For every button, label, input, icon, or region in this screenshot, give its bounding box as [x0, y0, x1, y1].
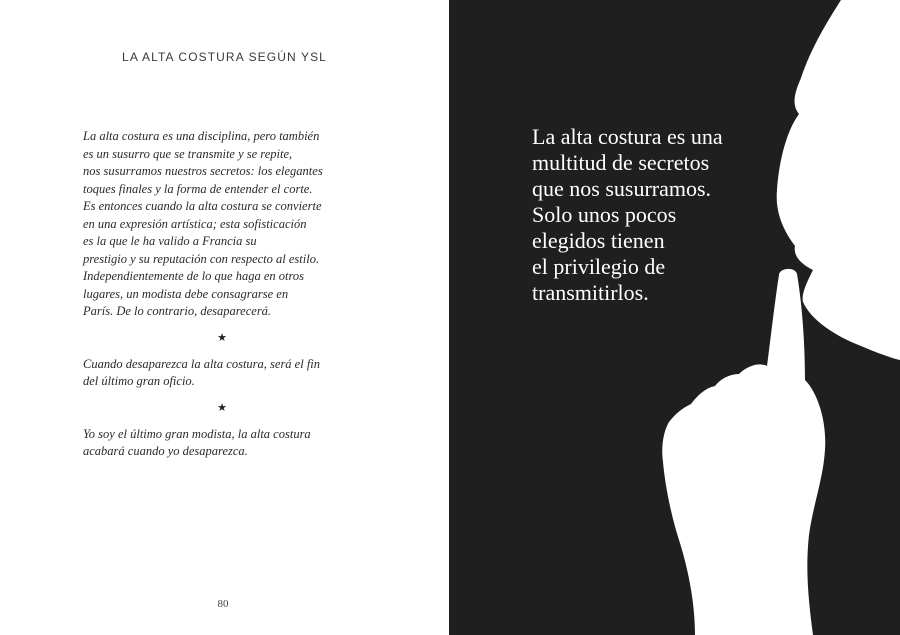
- text-line: Independientemente de lo que haga en otros: [83, 269, 305, 283]
- text-line: La alta costura es una disciplina, pero también: [83, 129, 320, 143]
- left-page: [0, 0, 449, 635]
- quote-line: que nos susurramos.: [532, 176, 712, 201]
- text-line: toques finales y la forma de entender el corte.: [83, 181, 313, 196]
- text-line: Yo soy el último gran modista, la alta costura: [83, 426, 311, 441]
- text-line: Es entonces cuando la alta costura se convierte: [83, 199, 322, 213]
- text-line: prestigio y su reputación con respecto al estilo.: [83, 251, 320, 266]
- running-head: LA ALTA COSTURA SEGÚN YSL: [122, 50, 327, 64]
- text-line: nos susurramos nuestros secretos: los elegantes: [83, 164, 323, 178]
- page-number: 80: [217, 598, 229, 610]
- quote-line: transmitirlos.: [532, 280, 649, 305]
- text-line: París. De lo contrario, desaparecerá.: [83, 304, 272, 318]
- text-line: acabará cuando yo desaparezca.: [83, 444, 248, 458]
- text-line: Cuando desaparezca la alta costura, será el fin: [83, 356, 321, 371]
- text-line: en una expresión artística; esta sofisticación: [83, 216, 307, 231]
- text-line: del último gran oficio.: [83, 374, 195, 388]
- silhouette-shush-icon: [449, 0, 900, 635]
- body-text: [83, 128, 373, 461]
- quote-line: La alta costura es una: [532, 124, 723, 149]
- quote-line: el privilegio de: [532, 254, 666, 279]
- star-separator-icon: ★: [217, 401, 227, 414]
- pull-quote: [532, 124, 792, 306]
- quote-line: elegidos tienen: [532, 228, 665, 253]
- text-line: es un susurro que se transmite y se repite,: [83, 146, 293, 161]
- text-line: es la que le ha valido a Francia su: [83, 234, 257, 248]
- quote-line: multitud de secretos: [532, 150, 710, 175]
- paragraph-1: [83, 128, 373, 321]
- right-page: [449, 0, 900, 635]
- quote-line: Solo unos pocos: [532, 202, 677, 227]
- paragraph-2: [83, 356, 373, 391]
- star-separator-icon: ★: [217, 331, 227, 344]
- text-line: lugares, un modista debe consagrarse en: [83, 286, 289, 301]
- paragraph-3: [83, 426, 373, 461]
